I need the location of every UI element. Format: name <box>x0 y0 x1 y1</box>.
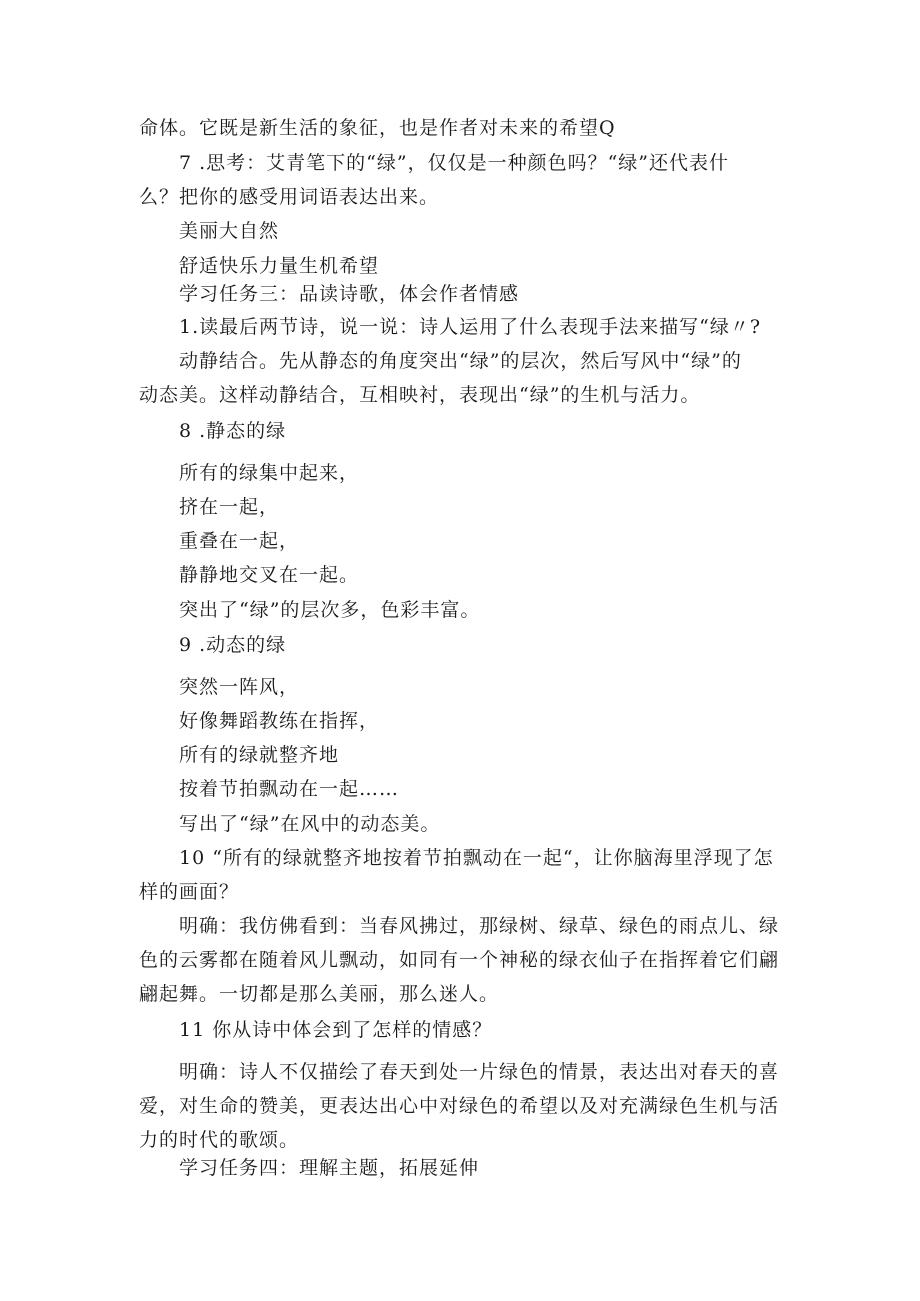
poem-line: 所有的绿集中起来， <box>179 462 360 484</box>
poem-line: 重叠在一起， <box>179 530 300 552</box>
text-line: 动态美。这样动静结合，互相映衬，表现出“绿”的生机与活力。 <box>139 384 701 406</box>
text-line: 突出了“绿”的层次多，色彩丰富。 <box>179 599 481 621</box>
poem-line: 突然一阵风， <box>179 676 300 698</box>
text-line: 9 .动态的绿 <box>179 634 287 656</box>
poem-line: 好像舞蹈教练在指挥， <box>179 710 380 732</box>
text-line: 写出了“绿”在风中的动态美。 <box>179 813 441 835</box>
poem-line: 按着节拍飘动在一起…… <box>179 778 400 800</box>
text-line: 7 .思考：艾青笔下的“绿”，仅仅是一种颜色吗？“绿”还代表什 <box>179 152 730 174</box>
text-line: 命体。它既是新生活的象征，也是作者对未来的希望Q <box>139 117 616 139</box>
text-line: 明确：我仿佛看到：当春风拂过，那绿树、绿草、绿色的雨点儿、绿 <box>179 915 780 937</box>
text-line: 11 你从诗中体会到了怎样的情感？ <box>179 1019 493 1041</box>
text-line: 样的画面？ <box>139 881 240 903</box>
poem-line: 所有的绿就整齐地 <box>179 744 340 766</box>
text-line: 10 “所有的绿就整齐地按着节拍飘动在一起“，让你脑海里浮现了怎 <box>179 847 774 869</box>
section-heading: 学习任务三：品读诗歌，体会作者情感 <box>179 283 520 305</box>
text-line: 动静结合。先从静态的角度突出“绿”的层次，然后写风中“绿”的 <box>179 350 742 372</box>
text-line: 色的云雾都在随着风儿飘动，如同有一个神秘的绿衣仙子在指挥着它们翩 <box>139 949 780 971</box>
text-line: 1.读最后两节诗，说一说：诗人运用了什么表现手法来描写“绿〃? <box>179 316 762 338</box>
text-line: 美丽大自然 <box>179 220 280 242</box>
text-line: 8 .静态的绿 <box>179 420 287 442</box>
text-line: 力的时代的歌颂。 <box>139 1129 300 1151</box>
text-line: 翩起舞。一切都是那么美丽，那么迷人。 <box>139 983 500 1005</box>
text-line: 爱，对生命的赞美，更表达出心中对绿色的希望以及对充满绿色生机与活 <box>139 1095 780 1117</box>
text-line: 明确：诗人不仅描绘了春天到处一片绿色的情景，表达出对春天的喜 <box>179 1061 780 1083</box>
poem-line: 挤在一起， <box>179 496 280 518</box>
text-line: 舒适快乐力量生机希望 <box>179 255 380 277</box>
poem-line: 静静地交叉在一起。 <box>179 564 360 586</box>
section-heading: 学习任务四：理解主题，拓展延伸 <box>179 1157 480 1179</box>
text-line: 么？把你的感受用词语表达出来。 <box>139 186 440 208</box>
